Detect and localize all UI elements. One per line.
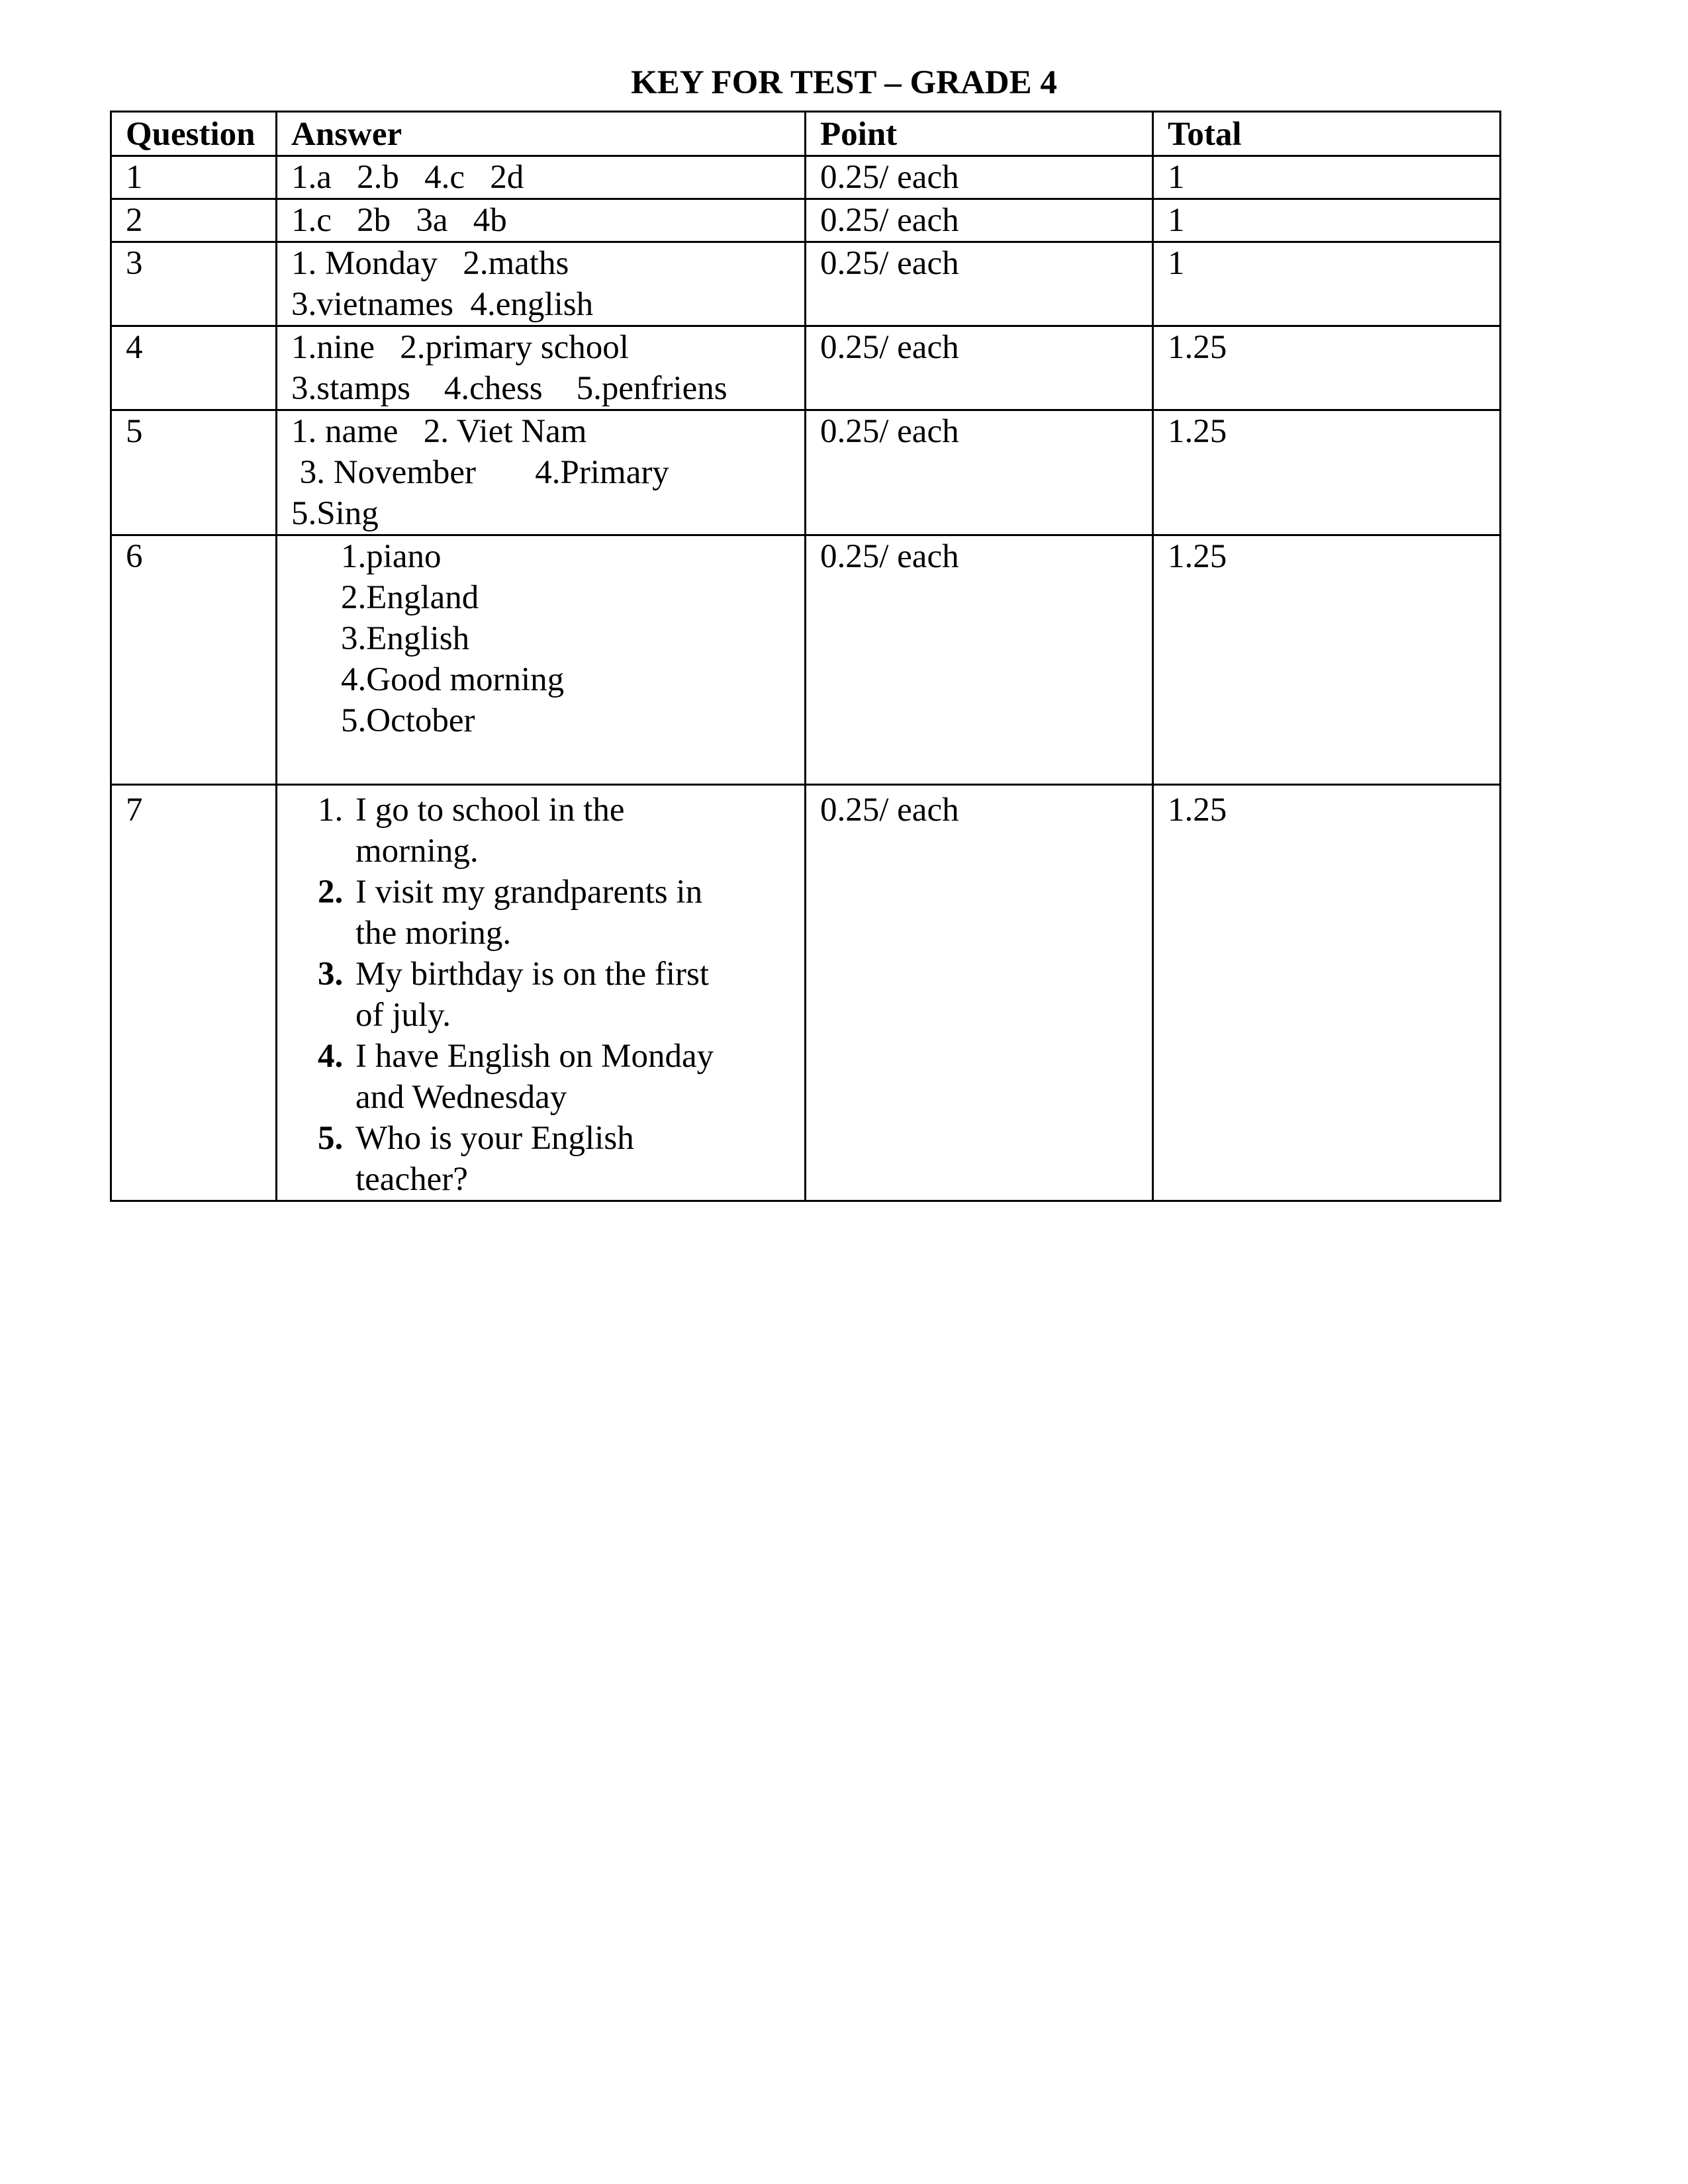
answer-line: 3.English: [341, 620, 470, 657]
total-cell: 1.25: [1153, 410, 1501, 535]
answer-line: 4.Good morning: [341, 661, 565, 698]
table-row: [111, 410, 1501, 535]
point-cell: 0.25/ each: [806, 242, 1153, 326]
table-row: [111, 326, 1501, 410]
question-cell: 6: [111, 535, 277, 785]
list-item-number: 1.: [318, 792, 344, 829]
point-cell: 0.25/ each: [806, 326, 1153, 410]
answer-list: [291, 790, 804, 1200]
answer-line: 1. name 2. Viet Nam: [291, 413, 587, 450]
total-cell: 1.25: [1153, 785, 1501, 1201]
header-total: Total: [1153, 112, 1501, 156]
answer-line: 1. Monday 2.maths: [291, 245, 569, 282]
answer-line: 1.nine 2.primary school: [291, 329, 629, 366]
point-cell: 0.25/ each: [806, 785, 1153, 1201]
table-row: [111, 785, 1501, 1201]
list-item-text: I visit my grandparents in: [355, 874, 703, 911]
list-item: [291, 872, 804, 954]
document-title: KEY FOR TEST – GRADE 4: [631, 64, 1057, 101]
header-point: Point: [806, 112, 1153, 156]
answer-line: 1.piano: [341, 538, 442, 575]
header-answer: Answer: [277, 112, 806, 156]
list-item-text: the moring.: [355, 915, 512, 952]
list-item-number: 3.: [318, 956, 344, 993]
list-item-text: morning.: [355, 833, 479, 870]
table-row: [111, 242, 1501, 326]
answer-line: 3. November 4.Primary: [291, 454, 669, 491]
table-row: [111, 535, 1501, 785]
answer-cell: [277, 242, 806, 326]
list-item-text: of july.: [355, 997, 451, 1034]
point-cell: 0.25/ each: [806, 156, 1153, 199]
total-cell: 1: [1153, 242, 1501, 326]
list-item-text: and Wednesday: [355, 1079, 567, 1116]
answer-line: 1.c 2b 3a 4b: [291, 202, 507, 239]
header-question: Question: [111, 112, 277, 156]
list-item: [291, 954, 804, 1036]
answer-line: 5.Sing: [291, 495, 379, 532]
answer-key-table: [110, 111, 1501, 1202]
answer-cell: [277, 535, 806, 785]
answer-line: 3.stamps 4.chess 5.penfriens: [291, 370, 727, 407]
question-cell: 3: [111, 242, 277, 326]
point-cell: 0.25/ each: [806, 410, 1153, 535]
list-item-text: My birthday is on the first: [355, 956, 710, 993]
total-cell: 1: [1153, 199, 1501, 242]
question-cell: 5: [111, 410, 277, 535]
answer-line: 1.a 2.b 4.c 2d: [291, 159, 524, 196]
header-row: [111, 112, 1501, 156]
list-item-text: Who is your English: [355, 1120, 634, 1157]
table-row: [111, 199, 1501, 242]
table-row: [111, 156, 1501, 199]
list-item-number: 4.: [318, 1038, 344, 1075]
total-cell: 1: [1153, 156, 1501, 199]
list-item: [291, 790, 804, 872]
answer-line: 5.October: [341, 702, 475, 739]
answer-cell: [277, 156, 806, 199]
list-item-number: 5.: [318, 1120, 344, 1157]
list-item-text: teacher?: [355, 1161, 468, 1198]
question-cell: 1: [111, 156, 277, 199]
answer-cell: [277, 326, 806, 410]
list-item-text: I go to school in the: [355, 792, 625, 829]
list-item: [291, 1036, 804, 1118]
list-item-text: I have English on Monday: [355, 1038, 714, 1075]
point-cell: 0.25/ each: [806, 199, 1153, 242]
point-cell: 0.25/ each: [806, 535, 1153, 785]
total-cell: 1.25: [1153, 535, 1501, 785]
answer-cell: [277, 785, 806, 1201]
answer-cell: [277, 410, 806, 535]
list-item-number: 2.: [318, 874, 344, 911]
question-cell: 2: [111, 199, 277, 242]
answer-line: 3.vietnames 4.english: [291, 286, 594, 323]
list-item: [291, 1118, 804, 1200]
answer-cell: [277, 199, 806, 242]
total-cell: 1.25: [1153, 326, 1501, 410]
question-cell: 7: [111, 785, 277, 1201]
question-cell: 4: [111, 326, 277, 410]
answer-line: 2.England: [341, 579, 479, 616]
